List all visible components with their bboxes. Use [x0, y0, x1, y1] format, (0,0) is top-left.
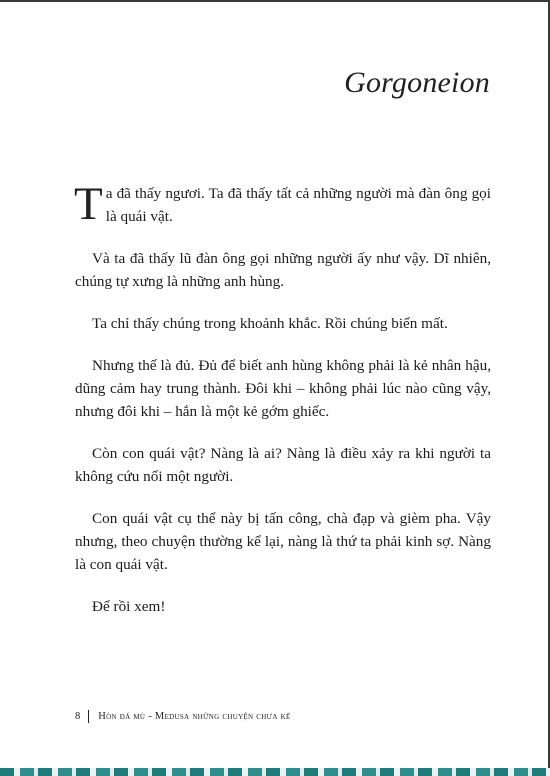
paragraph-6: Con quái vật cụ thể này bị tấn công, chà đạp và gièm pha. Vậy nhưng, theo chuyện thường kể lại, nàng là thứ ta phải kinh sợ. Nàng là con quái vật. [75, 510, 491, 573]
paragraph-7: Để rồi xem! [92, 598, 166, 615]
paragraph-2: Và ta đã thấy lũ đàn ông gọi những người ấy như vậy. Dĩ nhiên, chúng tự xưng là những anh hùng. [75, 250, 491, 290]
page-number: 8 [75, 711, 81, 722]
chapter-title: Gorgoneion [344, 66, 490, 99]
footer-separator [88, 710, 89, 723]
paragraph-1-text: a đã thấy ngươi. Ta đã thấy tất cả những người mà đàn ông gọi là quái vật. [105, 185, 491, 225]
top-border [0, 0, 550, 2]
paragraph-3: Ta chỉ thấy chúng trong khoảnh khắc. Rồi chúng biến mất. [92, 315, 448, 332]
paragraph-5: Còn con quái vật? Nàng là ai? Nàng là điều xảy ra khi người ta không cứu nổi một người. [75, 445, 491, 485]
running-head: Hòn đá mù - Medusa những chuyện chưa kể [98, 711, 291, 722]
paragraph-1 [74, 178, 491, 230]
paragraph-4: Nhưng thế là đủ. Đủ để biết anh hùng không phải là kẻ nhân hậu, dũng cảm hay trung thành. Đôi khi – không phải lúc nào cũng vậy, nhưng đôi khi – hắn là một kẻ gớm ghiếc. [75, 357, 491, 420]
body-text [74, 178, 491, 637]
page-footer [75, 710, 291, 723]
bottom-decorative-band [0, 768, 550, 776]
drop-cap: T [74, 178, 103, 230]
